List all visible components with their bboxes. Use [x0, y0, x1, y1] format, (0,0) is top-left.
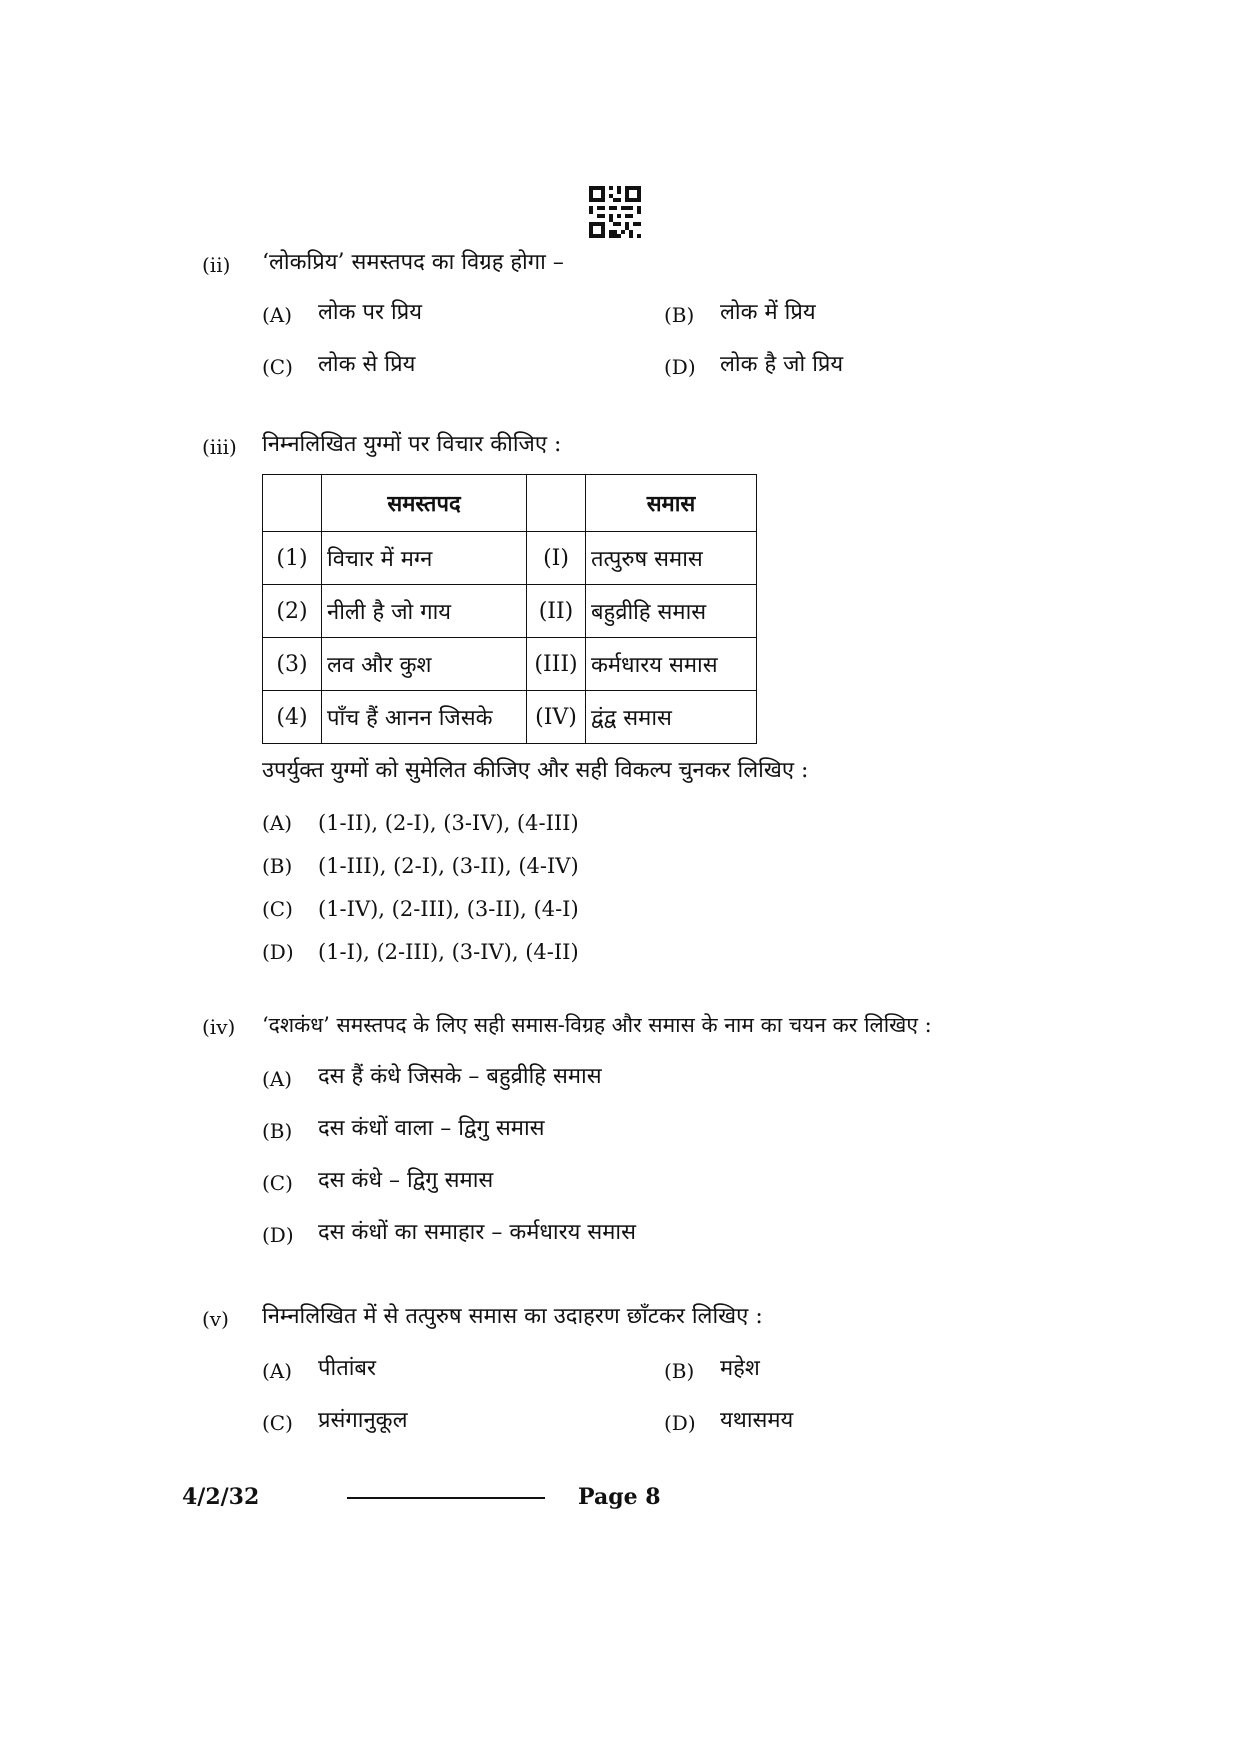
table-cell: विचार में मग्न [322, 532, 527, 585]
question-instruction: उपर्युक्त युग्मों को सुमेलित कीजिए और सही विकल्प चुनकर लिखिए : [262, 758, 809, 783]
question-number: (iii) [202, 435, 237, 459]
option-label: (A) [262, 303, 293, 327]
table-cell: कर्मधारय समास [586, 638, 757, 691]
option-label: (B) [262, 854, 293, 878]
question-number: (iv) [202, 1015, 236, 1039]
table-cell: (II) [527, 585, 586, 638]
question-text: ‘लोकप्रिय’ समस्तपद का विग्रह होगा – [262, 250, 564, 275]
table-header: समास [586, 475, 757, 532]
table-header [263, 475, 322, 532]
table-header: समस्तपद [322, 475, 527, 532]
option-text: दस कंधों का समाहार – कर्मधारय समास [318, 1220, 636, 1245]
option-text: प्रसंगानुकूल [318, 1408, 408, 1433]
table-header [527, 475, 586, 532]
option-label: (C) [262, 1171, 293, 1195]
table-cell: तत्पुरुष समास [586, 532, 757, 585]
table-header-row [263, 475, 757, 532]
table-cell: (2) [263, 585, 322, 638]
option-text: लोक है जो प्रिय [720, 352, 844, 377]
option-text: लोक में प्रिय [720, 300, 816, 325]
table-cell: लव और कुश [322, 638, 527, 691]
paper-code: 4/2/32 [182, 1484, 260, 1510]
option-text: (1-III), (2-I), (3-II), (4-IV) [318, 854, 579, 878]
option-label: (B) [664, 1359, 695, 1383]
option-text: (1-IV), (2-III), (3-II), (4-I) [318, 897, 579, 921]
table-cell: (IV) [527, 691, 586, 744]
table-cell: पाँच हैं आनन जिसके [322, 691, 527, 744]
table-cell: (III) [527, 638, 586, 691]
option-text: दस कंधे – द्विगु समास [318, 1168, 494, 1193]
table-row [263, 585, 757, 638]
page-number: Page 8 [578, 1484, 661, 1510]
option-label: (B) [262, 1119, 293, 1143]
footer-divider [347, 1497, 545, 1499]
question-text: ‘दशकंध’ समस्तपद के लिए सही समास-विग्रह और समास के नाम का चयन कर लिखिए : [262, 1013, 932, 1037]
option-label: (A) [262, 811, 293, 835]
option-label: (C) [262, 897, 293, 921]
option-label: (D) [262, 940, 294, 964]
table-row [263, 691, 757, 744]
table-cell: बहुव्रीहि समास [586, 585, 757, 638]
option-text: लोक पर प्रिय [318, 300, 422, 325]
option-label: (D) [262, 1223, 294, 1247]
option-text: महेश [720, 1356, 760, 1381]
option-label: (D) [664, 1411, 696, 1435]
table-cell: द्वंद्व समास [586, 691, 757, 744]
option-text: (1-II), (2-I), (3-IV), (4-III) [318, 811, 579, 835]
question-text: निम्नलिखित में से तत्पुरुष समास का उदाहरण छाँटकर लिखिए : [262, 1304, 763, 1329]
option-text: (1-I), (2-III), (3-IV), (4-II) [318, 940, 579, 964]
option-label: (B) [664, 303, 695, 327]
table-cell: (1) [263, 532, 322, 585]
question-number: (v) [202, 1307, 229, 1331]
option-label: (D) [664, 355, 696, 379]
option-label: (C) [262, 355, 293, 379]
option-text: पीतांबर [318, 1356, 376, 1381]
option-label: (A) [262, 1359, 293, 1383]
table-cell: (I) [527, 532, 586, 585]
qr-code-icon [589, 186, 641, 238]
matching-table [262, 474, 757, 744]
table-cell: (3) [263, 638, 322, 691]
question-number: (ii) [202, 253, 231, 277]
option-label: (C) [262, 1411, 293, 1435]
table-cell: (4) [263, 691, 322, 744]
table-row [263, 532, 757, 585]
table-row [263, 638, 757, 691]
option-text: लोक से प्रिय [318, 352, 416, 377]
table-cell: नीली है जो गाय [322, 585, 527, 638]
option-text: दस हैं कंधे जिसके – बहुव्रीहि समास [318, 1064, 602, 1089]
option-text: दस कंधों वाला – द्विगु समास [318, 1116, 545, 1141]
option-text: यथासमय [720, 1408, 794, 1433]
question-text: निम्नलिखित युग्मों पर विचार कीजिए : [262, 432, 562, 457]
option-label: (A) [262, 1067, 293, 1091]
